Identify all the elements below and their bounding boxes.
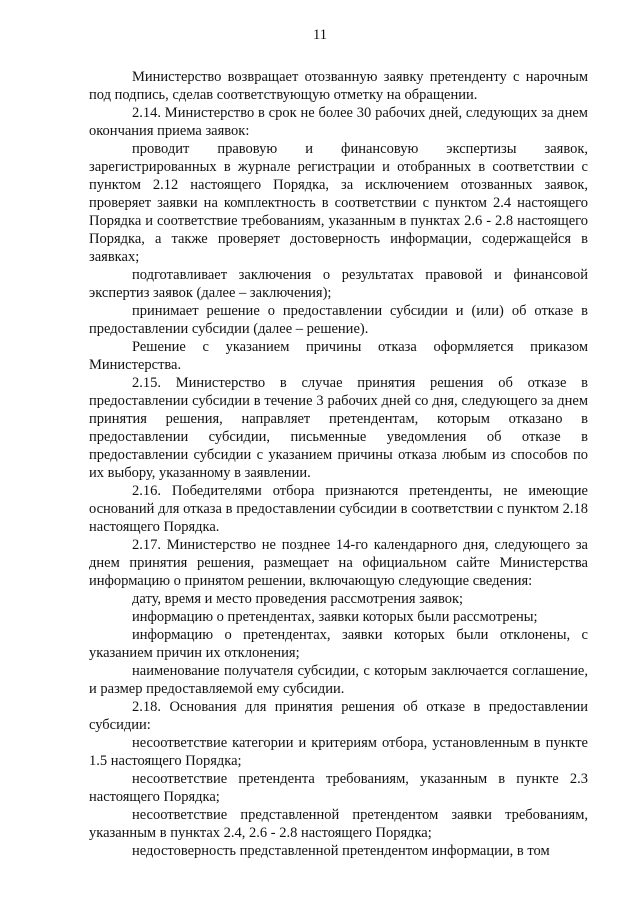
paragraph: проводит правовую и финансовую экспертизы заявок, зарегистрированных в журнале регистрации и отобранных в соответствии с пунктом 2.12 настоящего Порядка, за исключением отозванных заявок, проверяет заявки на комплектность в соответствии с пунктом 2.4 настоящего Порядка и соответствие требованиям, указанным в пунктах 2.6 - 2.8 настоящего Порядка, а также проверяет достоверность информации, содержащейся в заявках; (89, 141, 588, 265)
paragraph: подготавливает заключения о результатах правовой и финансовой экспертиз заявок (далее – заключения); (89, 267, 588, 301)
paragraph: 2.16. Победителями отбора признаются претенденты, не имеющие оснований для отказа в предоставлении субсидии в соответствии с пунктом 2.18 настоящего Порядка. (89, 483, 588, 535)
paragraph: недостоверность представленной претендентом информации, в том (132, 843, 550, 859)
page-number: 11 (313, 27, 327, 43)
paragraph: 2.15. Министерство в случае принятия решения об отказе в предоставлении субсидии в течение 3 рабочих дней со дня, следующего за днем принятия решения, направляет претендентам, которым отказано в предоставлении субсидии, письменные уведомления об отказе в предоставлении субсидии с указанием причины отказа любым из способов по их выбору, указанному в заявлении. (89, 375, 588, 481)
paragraph: 2.17. Министерство не позднее 14-го календарного дня, следующего за днем принятия решения, размещает на официальном сайте Министерства информацию о принятом решении, включающую следующие сведения: (89, 537, 588, 589)
paragraph: несоответствие категории и критериям отбора, установленным в пункте 1.5 настоящего Порядка; (89, 735, 588, 769)
document-body (89, 68, 588, 860)
paragraph: информацию о претендентах, заявки которых были отклонены, с указанием причин их отклонения; (89, 627, 588, 661)
paragraph: Министерство возвращает отозванную заявку претенденту с нарочным под подпись, сделав соответствующую отметку на обращении. (89, 69, 588, 103)
paragraph: несоответствие претендента требованиям, указанным в пункте 2.3 настоящего Порядка; (89, 771, 588, 805)
paragraph: информацию о претендентах, заявки которых были рассмотрены; (132, 609, 538, 625)
paragraph: 2.18. Основания для принятия решения об отказе в предоставлении субсидии: (89, 699, 588, 733)
paragraph: дату, время и место проведения рассмотрения заявок; (132, 591, 464, 607)
paragraph: Решение с указанием причины отказа оформляется приказом Министерства. (89, 339, 588, 373)
paragraph: наименование получателя субсидии, с которым заключается соглашение, и размер предоставляемой ему субсидии. (89, 663, 588, 697)
paragraph: принимает решение о предоставлении субсидии и (или) об отказе в предоставлении субсидии (далее – решение). (89, 303, 588, 337)
paragraph: несоответствие представленной претендентом заявки требованиям, указанным в пунктах 2.4, 2.6 - 2.8 настоящего Порядка; (89, 807, 588, 841)
paragraph: 2.14. Министерство в срок не более 30 рабочих дней, следующих за днем окончания приема заявок: (89, 105, 588, 139)
